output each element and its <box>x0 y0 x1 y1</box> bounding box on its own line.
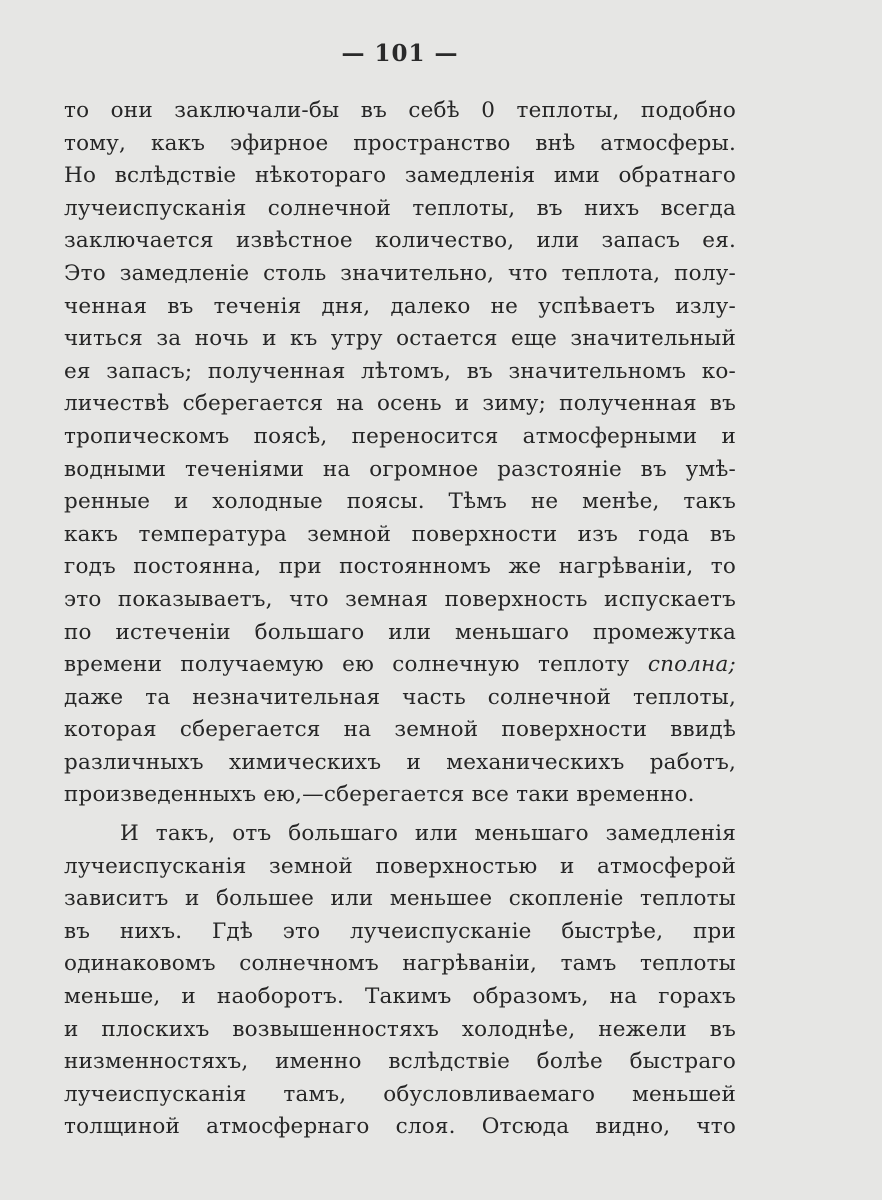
text-line: это показываетъ, что земная поверхность испускаетъ <box>64 586 736 612</box>
text-line: тому, какъ эфирное пространство внѣ атмосферы. <box>64 130 736 156</box>
text-line: ченная въ теченія дня, далеко не успѣваетъ излу- <box>64 293 736 319</box>
text-line: то они заключали-бы въ себѣ 0 теплоты, подобно <box>64 98 736 123</box>
text-line-segment: времени получаемую ею солнечную теплоту <box>64 652 630 678</box>
page-number: — 101 — <box>341 40 459 67</box>
text-line: лучеиспусканія солнечной теплоты, въ нихъ всегда <box>64 195 736 221</box>
text-line: зависитъ и большее или меньшее скопленіе теплоты <box>64 886 736 912</box>
text-line: лучеиспусканія земной поверхностью и атмосферой <box>64 853 736 879</box>
text-line: заключается извѣстное количество, или запасъ ея. <box>64 228 736 254</box>
text-line: Это замедленіе столь значительно, что теплота, полу- <box>64 260 736 286</box>
paragraph-1 <box>64 95 736 812</box>
text-line: которая сберегается на земной поверхности ввидѣ <box>64 717 736 743</box>
text-line: даже та незначительная часть солнечной теплоты, <box>64 684 736 710</box>
text-line: различныхъ химическихъ и механическихъ работъ, <box>64 749 736 775</box>
text-line: тропическомъ поясѣ, переносится атмосферными и <box>64 423 736 449</box>
text-line: ея запасъ; полученная лѣтомъ, въ значительномъ ко- <box>64 358 736 384</box>
text-line: произведенныхъ ею,—сберегается все таки временно. <box>64 782 695 808</box>
text-line: водными теченіями на огромное разстояніе въ умѣ- <box>64 456 736 482</box>
text-line: и плоскихъ возвышенностяхъ холоднѣе, нежели въ <box>64 1016 736 1042</box>
text-line: ренные и холодные поясы. Тѣмъ не менѣе, такъ <box>64 489 736 515</box>
text-line: годъ постоянна, при постоянномъ же нагрѣваніи, то <box>64 554 736 580</box>
italic-word: сполна; <box>647 652 736 678</box>
text-line: одинаковомъ солнечномъ нагрѣваніи, тамъ теплоты <box>64 951 736 977</box>
text-line: Но вслѣдствіе нѣкотораго замедленія ими обратнаго <box>64 163 736 189</box>
paragraph-2 <box>64 818 736 1144</box>
text-line: И такъ, отъ большаго или меньшаго замедленія <box>120 821 736 847</box>
text-line-with-italic <box>64 649 736 682</box>
text-line: по истеченіи большаго или меньшаго промежутка <box>64 619 736 645</box>
body-text <box>64 95 736 1144</box>
text-line: читься за ночь и къ утру остается еще значительный <box>64 326 736 352</box>
text-line: лучеиспусканія тамъ, обусловливаемаго меньшей <box>64 1081 736 1107</box>
text-line: толщиной атмосфернаго слоя. Отсюда видно, что <box>64 1114 736 1140</box>
text-line: личествѣ сберегается на осень и зиму; полученная въ <box>64 391 736 417</box>
text-line: какъ температура земной поверхности изъ года въ <box>64 521 736 547</box>
text-line: меньше, и наоборотъ. Такимъ образомъ, на горахъ <box>64 984 736 1010</box>
text-line: въ нихъ. Гдѣ это лучеиспусканіе быстрѣе, при <box>64 918 736 944</box>
text-line: низменностяхъ, именно вслѣдствіе болѣе быстраго <box>64 1049 736 1075</box>
